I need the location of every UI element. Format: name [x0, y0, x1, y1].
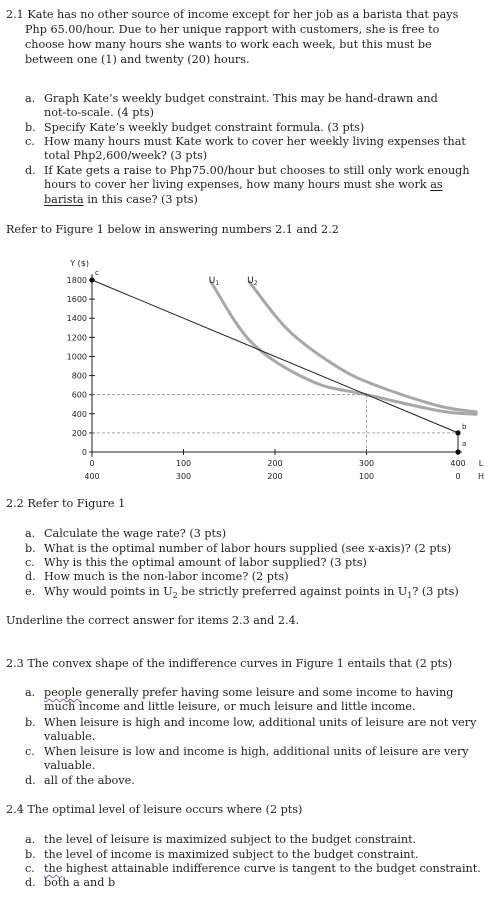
x-tick-label-leisure: 400 [450, 459, 466, 468]
curve-label-1: $U_1$ [208, 275, 220, 287]
y-tick-label: 0 [81, 448, 87, 457]
x-tick-label-labor: 200 [267, 472, 283, 481]
q23-b-line-1: When leisure is high and income low, additional units of leisure are not very [44, 716, 477, 729]
y-axis [67, 259, 95, 457]
q21-a-marker: a. [25, 92, 36, 105]
q23-d-marker: d. [25, 774, 36, 787]
q22-a-marker: a. [25, 527, 36, 540]
q24-d-marker: d. [25, 876, 36, 889]
q21-c-marker: c. [25, 135, 35, 148]
y-tick-label: 200 [71, 428, 87, 438]
q23-a-line-1: people generally prefer having some leisure and some income to having [44, 686, 454, 699]
x-tick-label-labor: 400 [84, 472, 100, 481]
q23-a-marker: a. [25, 686, 36, 699]
x-tick-label-labor: 100 [358, 472, 375, 481]
q23-c-line-2: valuable. [44, 759, 96, 772]
q21-d-marker: d. [25, 164, 36, 177]
q21-line-1: 2.1 Kate has no other source of income except for her job as a barista that pays [6, 8, 459, 21]
q24-a-text: the level of leisure is maximized subject to the budget constraint. [44, 833, 417, 846]
q22-c-marker: c. [25, 556, 35, 569]
x-axis-label-labor: H [477, 472, 485, 481]
q21-d-word-barista: barista [44, 193, 84, 206]
q22-b-marker: b. [25, 542, 36, 555]
q21-a-line-2: not-to-scale. (4 pts) [44, 106, 155, 119]
point-label-a: a [462, 440, 467, 448]
q24-c-text: the highest attainable indifference curve is tangent to the budget constraint. [44, 862, 481, 875]
y-tick-label: 1400 [66, 314, 87, 324]
q23-b-line-2: valuable. [44, 730, 96, 743]
q24-b-marker: b. [25, 848, 36, 861]
q21-line-3: choose how many hours she wants to work each week, but this must be [25, 38, 432, 51]
q21-c-line-1: How many hours must Kate work to cover her weekly living expenses that [44, 135, 466, 148]
q22-heading: 2.2 Refer to Figure 1 [6, 497, 126, 510]
curve-label-2: $U_2$ [247, 275, 258, 287]
q21-c-line-2: total Php2,600/week? (3 pts) [44, 149, 208, 162]
budget-line [92, 280, 458, 433]
underline-instruction: Underline the correct answer for items 2.3 and 2.4. [6, 614, 300, 627]
q21-d-line-1: If Kate gets a raise to Php75.00/hour but chooses to still only work enough [44, 164, 470, 177]
y-tick-label: 1200 [66, 333, 87, 343]
point-a [455, 449, 460, 454]
q23-c-line-1: When leisure is low and income is high, additional units of leisure are very [44, 745, 469, 758]
y-tick-label: 600 [71, 390, 87, 400]
q22-c-text: Why is this the optimal amount of labor supplied? (3 pts) [44, 556, 367, 569]
x-tick-label-leisure: 300 [358, 459, 375, 468]
x-axis-label-leisure: L [478, 459, 484, 468]
x-tick-label-leisure: 100 [175, 459, 192, 468]
point-b [455, 430, 460, 435]
q22-d-text: How much is the non-labor income? (2 pts) [44, 570, 289, 583]
figure-1-chart [55, 256, 495, 486]
q21-a-line-1: Graph Kate’s weekly budget constraint. This may be hand-drawn and [44, 92, 438, 105]
q24-c-marker: c. [25, 862, 35, 875]
q21-b-line-1: Specify Kate’s weekly budget constraint formula. (3 pts) [44, 121, 365, 134]
q21-b-marker: b. [25, 121, 36, 134]
y-tick-label: 1600 [66, 295, 87, 305]
q22-a-text: Calculate the wage rate? (3 pts) [44, 527, 227, 540]
q24-a-marker: a. [25, 833, 36, 846]
q24-b-text: the level of income is maximized subject to the budget constraint. [44, 848, 419, 861]
q23-heading: 2.3 The convex shape of the indifference curves in Figure 1 entails that (2 pts) [6, 657, 453, 670]
y-tick-label: 1000 [66, 352, 87, 362]
x-tick-label-leisure: 200 [267, 459, 283, 468]
budget-line-group [92, 280, 458, 452]
q21-line-2: Php 65.00/hour. Due to her unique rapport with customers, she is free to [25, 23, 440, 36]
point-label-b: b [462, 422, 467, 431]
q24-d-text: both a and b [44, 876, 116, 889]
q21-d-line-2: hours to cover her living expenses, how many hours must she work as [44, 178, 443, 191]
q23-c-marker: c. [25, 745, 35, 758]
q22-e-marker: e. [25, 585, 36, 598]
y-axis-label: Y ($) [70, 259, 89, 268]
q22-e-text: Why would points in $U_2$ be strictly preferred against points in $U_1$? (3 pts) [44, 585, 459, 601]
y-tick-label: 400 [71, 409, 87, 419]
point-c [89, 277, 94, 282]
q21-line-4: between one (1) and twenty (20) hours. [25, 53, 250, 66]
q23-d-line-1: all of the above. [44, 774, 135, 787]
q23-b-marker: b. [25, 716, 36, 729]
x-tick-label-leisure: 0 [89, 459, 95, 468]
y-tick-label: 1800 [66, 276, 87, 285]
q21-d-line-3: barista in this case? (3 pts) [44, 193, 198, 206]
q22-b-text: What is the optimal number of labor hours supplied (see x-axis)? (2 pts) [44, 542, 452, 555]
q22-d-marker: d. [25, 570, 36, 583]
x-axis [81, 448, 485, 481]
q24-heading: 2.4 The optimal level of leisure occurs where (2 pts) [6, 803, 303, 816]
y-tick-label: 800 [71, 371, 87, 381]
point-label-c: c [95, 269, 99, 277]
x-tick-label-labor: 0 [455, 472, 461, 481]
q21-d-word-as: as [430, 178, 443, 191]
q23-a-line-2: much income and little leisure, or much leisure and little income. [44, 700, 416, 713]
x-tick-label-labor: 300 [175, 472, 192, 481]
refer-figure-text: Refer to Figure 1 below in answering numbers 2.1 and 2.2 [6, 223, 339, 236]
